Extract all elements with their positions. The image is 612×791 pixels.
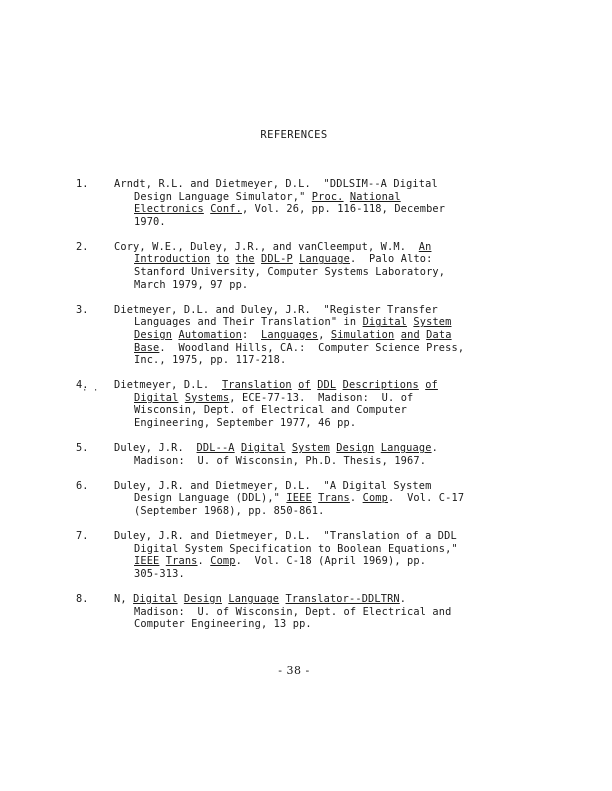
reference-number: 6. bbox=[76, 479, 89, 492]
reference-line bbox=[114, 455, 596, 468]
reference-line bbox=[114, 593, 596, 606]
reference-number: 1. bbox=[76, 178, 89, 190]
reference-line bbox=[114, 404, 596, 417]
text-segment: (September 1968), pp. 850-861. bbox=[134, 504, 325, 517]
reference-line bbox=[114, 530, 596, 543]
text-segment: Inc., 1975, pp. 117-218. bbox=[134, 354, 287, 367]
underlined-title-segment: of bbox=[298, 379, 311, 392]
underlined-title-segment: Proc. bbox=[311, 190, 344, 203]
reference-text bbox=[114, 442, 596, 467]
reference-line bbox=[114, 480, 596, 493]
underlined-title-segment: to bbox=[216, 253, 230, 266]
underlined-title-segment: Comp bbox=[362, 492, 389, 505]
reference-line bbox=[114, 417, 596, 430]
underlined-title-segment: Digital bbox=[133, 592, 178, 605]
reference-item bbox=[76, 241, 596, 291]
reference-line bbox=[114, 442, 596, 455]
underlined-title-segment: Trans bbox=[318, 492, 350, 505]
reference-line bbox=[114, 216, 596, 229]
text-segment: Duley, J.R. bbox=[114, 442, 197, 455]
reference-line bbox=[114, 178, 596, 191]
underlined-title-segment: System bbox=[413, 316, 452, 329]
underlined-title-segment: Language bbox=[228, 592, 280, 605]
underlined-title-segment: Design bbox=[183, 592, 222, 605]
text-segment: , bbox=[318, 328, 331, 341]
reference-text bbox=[114, 530, 596, 580]
reference-line bbox=[114, 606, 596, 619]
underlined-title-segment: Translation bbox=[221, 379, 292, 392]
text-segment: , Vol. 26, pp. 116-118, December bbox=[241, 203, 446, 216]
text-segment: Design Language Simulator," bbox=[134, 190, 312, 203]
reference-line bbox=[114, 279, 596, 292]
reference-item bbox=[76, 593, 596, 631]
underlined-title-segment: IEEE bbox=[286, 492, 312, 505]
reference-line bbox=[114, 392, 596, 405]
text-segment: Cory, W.E., Duley, J.R., and vanCleemput, W.M. bbox=[114, 240, 419, 253]
underlined-title-segment: Descriptions bbox=[342, 379, 419, 392]
reference-line bbox=[114, 329, 596, 342]
text-segment: . Vol. C-18 (April 1969), pp. bbox=[235, 555, 427, 568]
text-segment: Languages and Their Translation" in bbox=[134, 316, 363, 329]
reference-line bbox=[114, 266, 596, 279]
underlined-title-segment: Introduction bbox=[134, 253, 211, 266]
reference-line bbox=[114, 203, 596, 216]
reference-line bbox=[114, 316, 596, 329]
margin-mark: · · bbox=[82, 386, 99, 396]
underlined-title-segment: Base bbox=[134, 341, 160, 354]
page-title: REFERENCES bbox=[260, 129, 328, 141]
underlined-title-segment: Digital bbox=[241, 442, 286, 455]
reference-line bbox=[114, 543, 596, 556]
text-segment: Dietmeyer, D.L. and Duley, J.R. "Register Transfer bbox=[114, 303, 438, 316]
underlined-title-segment: System bbox=[291, 442, 330, 455]
underlined-title-segment: of bbox=[425, 379, 438, 392]
reference-line bbox=[114, 492, 596, 505]
text-segment: 1970. bbox=[134, 215, 166, 228]
text-segment: March 1979, 97 pp. bbox=[134, 278, 249, 291]
text-segment: Dietmeyer, D.L. bbox=[114, 379, 222, 392]
underlined-title-segment: Conf. bbox=[210, 203, 242, 216]
text-segment: Duley, J.R. and Dietmeyer, D.L. "A Digital System bbox=[114, 479, 432, 492]
text-segment: . Palo Alto: bbox=[349, 253, 433, 266]
reference-line bbox=[114, 555, 596, 568]
reference-item bbox=[76, 442, 596, 467]
underlined-title-segment: An bbox=[418, 240, 432, 253]
underlined-title-segment: National bbox=[349, 190, 401, 203]
underlined-title-segment: the bbox=[235, 253, 255, 266]
reference-number: 2. bbox=[76, 240, 89, 253]
underlined-title-segment: and bbox=[400, 328, 420, 341]
underlined-title-segment: Design bbox=[336, 442, 375, 455]
underlined-title-segment: Digital bbox=[134, 391, 179, 404]
text-segment: . Woodland Hills, CA.: Computer Science Press, bbox=[159, 341, 465, 354]
text-segment: . Vol. C-17 bbox=[388, 492, 465, 505]
reference-item bbox=[76, 530, 596, 580]
text-segment: Design Language (DDL)," bbox=[134, 492, 287, 505]
reference-line bbox=[114, 304, 596, 317]
text-segment: . bbox=[349, 492, 363, 505]
text-segment: Digital System Specification to Boolean Equations," bbox=[134, 542, 458, 555]
underlined-title-segment: Translator--DDLTRN bbox=[285, 592, 400, 605]
underlined-title-segment: IEEE bbox=[134, 555, 160, 568]
text-segment: Computer Engineering, 13 pp. bbox=[134, 618, 312, 631]
reference-text bbox=[114, 379, 596, 429]
underlined-title-segment: DDL--A bbox=[196, 442, 235, 455]
reference-text bbox=[114, 593, 596, 631]
reference-line bbox=[114, 241, 596, 254]
text-segment: . bbox=[431, 442, 438, 455]
reference-line bbox=[114, 342, 596, 355]
underlined-title-segment: Digital bbox=[362, 316, 408, 329]
text-segment: N, bbox=[114, 592, 134, 605]
reference-line bbox=[114, 253, 596, 266]
underlined-title-segment: Simulation bbox=[330, 328, 395, 341]
text-segment: Wisconsin, Dept. of Electrical and Computer bbox=[134, 404, 408, 417]
text-segment: Stanford University, Computer Systems Laboratory, bbox=[134, 266, 446, 279]
page-number: - 38 - bbox=[278, 664, 310, 677]
reference-item bbox=[76, 178, 596, 228]
underlined-title-segment: Design bbox=[134, 328, 173, 341]
underlined-title-segment: Languages bbox=[261, 328, 319, 341]
reference-text bbox=[114, 241, 596, 291]
text-segment: Madison: U. of Wisconsin, Dept. of Electrical and bbox=[134, 605, 452, 618]
underlined-title-segment: Automation bbox=[178, 328, 242, 341]
underlined-title-segment: Trans bbox=[165, 555, 198, 568]
text-segment: Madison: U. of Wisconsin, Ph.D. Thesis, 1967. bbox=[134, 454, 427, 467]
underlined-title-segment: DDL-P bbox=[261, 253, 293, 266]
underlined-title-segment: Language bbox=[380, 442, 432, 455]
reference-item bbox=[76, 480, 596, 518]
reference-item bbox=[76, 304, 596, 367]
text-segment: , ECE-77-13. Madison: U. of bbox=[229, 391, 414, 404]
reference-text bbox=[114, 304, 596, 367]
underlined-title-segment: DDL bbox=[317, 379, 337, 392]
reference-line bbox=[114, 505, 596, 518]
text-segment: Duley, J.R. and Dietmeyer, D.L. "Translation of a DDL bbox=[114, 530, 457, 543]
reference-list bbox=[76, 178, 596, 643]
reference-text bbox=[114, 178, 596, 228]
text-segment: Arndt, R.L. and Dietmeyer, D.L. "DDLSIM--A Digital bbox=[114, 178, 438, 190]
reference-item bbox=[76, 379, 596, 429]
reference-text bbox=[114, 480, 596, 518]
reference-line bbox=[114, 354, 596, 367]
reference-number: 4. bbox=[76, 379, 89, 392]
underlined-title-segment: Comp bbox=[210, 555, 236, 568]
underlined-title-segment: Language bbox=[299, 253, 350, 266]
reference-line bbox=[114, 191, 596, 204]
text-segment: Engineering, September 1977, 46 pp. bbox=[134, 417, 357, 429]
text-segment: : bbox=[241, 328, 262, 341]
text-segment: . bbox=[197, 555, 211, 568]
reference-line bbox=[114, 379, 596, 392]
text-segment: 305-313. bbox=[134, 567, 185, 580]
underlined-title-segment: Systems bbox=[184, 391, 230, 404]
reference-number: 5. bbox=[76, 442, 89, 455]
reference-line bbox=[114, 568, 596, 581]
underlined-title-segment: Data bbox=[426, 328, 452, 341]
reference-number: 8. bbox=[76, 592, 89, 605]
underlined-title-segment: Electronics bbox=[134, 203, 204, 216]
reference-number: 3. bbox=[76, 303, 89, 316]
reference-line bbox=[114, 618, 596, 631]
reference-number: 7. bbox=[76, 530, 89, 543]
text-segment: . bbox=[399, 592, 407, 605]
